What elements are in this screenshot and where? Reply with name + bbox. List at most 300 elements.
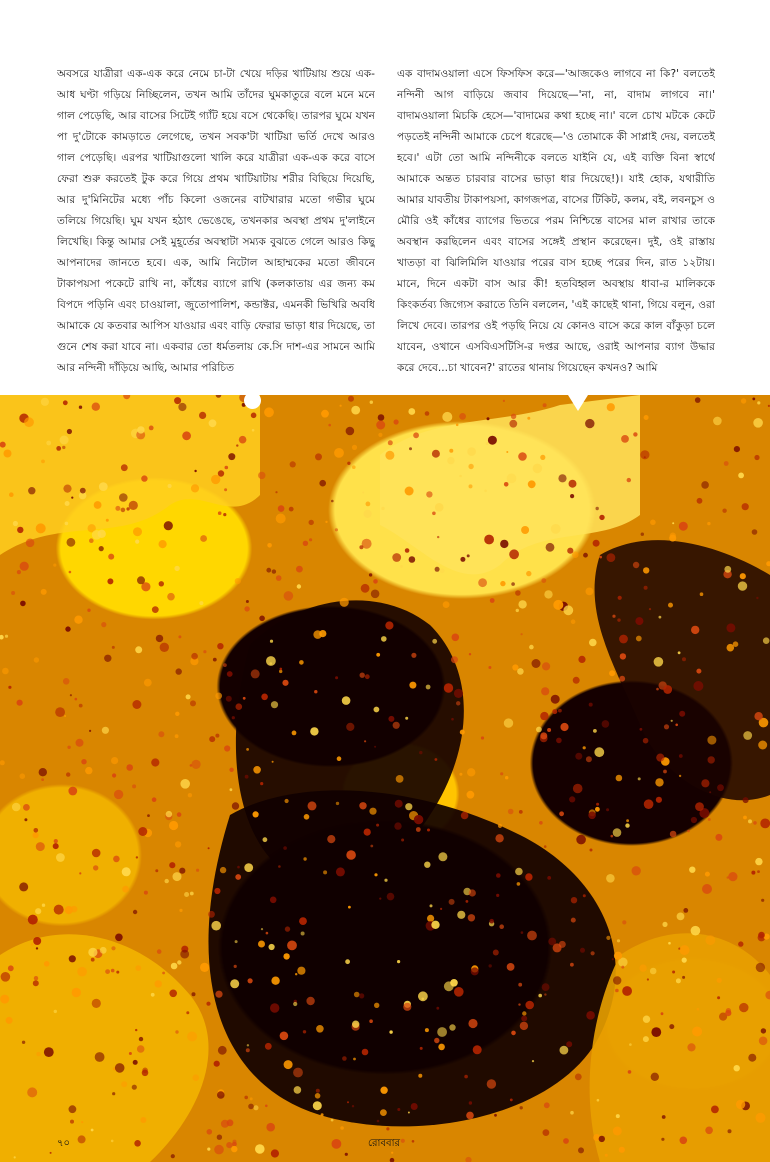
speckle xyxy=(102,727,109,734)
speckle xyxy=(411,653,416,658)
speckle xyxy=(572,551,579,558)
speckle xyxy=(364,510,372,518)
speckle xyxy=(248,978,253,983)
speckle xyxy=(228,453,235,460)
speckle xyxy=(489,919,494,924)
speckle xyxy=(142,1068,148,1074)
speckle xyxy=(538,994,542,998)
speckle xyxy=(650,968,657,975)
speckle xyxy=(724,566,731,573)
speckle xyxy=(583,894,586,897)
speckle xyxy=(728,1129,732,1133)
speckle xyxy=(516,609,519,612)
speckle xyxy=(295,973,297,975)
speckle xyxy=(258,1150,261,1153)
speckle xyxy=(164,521,173,530)
speckle xyxy=(36,842,45,851)
speckle xyxy=(126,507,129,510)
speckle xyxy=(380,1109,387,1116)
speckle xyxy=(590,849,593,852)
speckle xyxy=(695,802,704,811)
speckle xyxy=(388,716,394,722)
speckle xyxy=(493,950,499,956)
speckle xyxy=(378,414,385,421)
speckle xyxy=(246,600,249,603)
speckle xyxy=(670,831,677,838)
speckle xyxy=(105,969,110,974)
speckle xyxy=(586,588,594,596)
speckle xyxy=(213,658,217,662)
speckle xyxy=(159,540,167,548)
speckle xyxy=(235,578,241,584)
speckle xyxy=(544,993,546,995)
speckle xyxy=(232,802,239,809)
speckle xyxy=(544,590,552,598)
speckle xyxy=(425,411,430,416)
speckle xyxy=(75,698,78,701)
speckle xyxy=(133,527,142,536)
speckle xyxy=(606,874,615,883)
speckle xyxy=(287,941,297,951)
speckle xyxy=(194,470,196,472)
speckle xyxy=(299,660,304,665)
speckle xyxy=(593,540,600,547)
speckle xyxy=(149,426,154,431)
speckle xyxy=(353,1058,356,1061)
speckle xyxy=(115,506,120,511)
speckle xyxy=(129,1052,132,1055)
speckle xyxy=(2,668,9,675)
speckle xyxy=(559,811,564,816)
speckle xyxy=(528,480,536,488)
speckle xyxy=(449,1024,455,1030)
speckle xyxy=(152,606,159,613)
speckle xyxy=(507,963,515,971)
speckle xyxy=(679,754,683,758)
speckle xyxy=(437,1027,447,1037)
speckle xyxy=(122,886,129,893)
speckle xyxy=(466,900,469,903)
speckle xyxy=(498,824,502,828)
article-column-right: এক বাদামওয়ালা এসে ফিসফিস করে—'আজকেও লাগবে না কি?' বলতেই নন্দিনী আগ বাড়িয়ে জবাব দিয়েছে—'না, না, বাদাম লাগবে না।' বাদামওয়ালা মিচকি হেসে—'বাদামের কথা হচ্ছে না।' বলে চোখ মটকে কেটে পড়তেই নন্দিনী আমাকে চেপে ধরেছে—'ও তোমাকে কী সাপ্লাই দেয়, বলতেই হবে।' এটা তো আমি নন্দিনীকে বলতে যাইনি যে, এই ব্যক্তি বিনা স্বার্থে আমাকে অন্তত চারবার বাসের ভাড়া ধার দিয়েছে!)। যাই হোক, যথারীতি আমার যাবতীয় টাকাপয়সা, কাগজপত্র, বাসের টিকিট, কলম, বই, লবনচুস ও মৌরি ওই কাঁধের ব্যাগের ভিতরে পরম নিশ্চিন্তে বাসের মাল রাখার তাকে অবস্থান করছিলেন এবং বাসের সঙ্গেই প্রস্থান করেছেন। দুই, ওই রাস্তায় খাতড়া বা ঝিলিমিলি যাওয়ার পরের বাস হচ্ছে পরের দিন, রাত ১২টায়। মানে, দিনে একটা বাস আর কী! হতবিহ্বল অবস্থায় ধাবা-র মালিককে কিংকর্তব্য জিগ্যেস করাতে তিনি বললেন, 'এই কাছেই থানা, গিয়ে বলুন, ওরা লিখে দেবে। তারপর ওই পড়ছি নিয়ে যে কোনও বাসে করে কাল বাঁকুড়া চলে যাবেন, ওখানে এসবিএসটিসি-র দপ্তর আছে, ওরাই আপনার ব্যাগ উদ্ধার করে দেবে...চা খাবেন?' রাতের থানায় গিয়েছেন কখনও? আমি xyxy=(397,68,715,374)
speckle xyxy=(259,616,265,622)
speckle xyxy=(408,1112,410,1114)
speckle xyxy=(70,1120,74,1124)
speckle xyxy=(469,1101,472,1104)
speckle xyxy=(556,738,562,744)
speckle xyxy=(551,524,561,534)
speckle xyxy=(315,453,322,460)
speckle xyxy=(738,941,743,946)
speckle xyxy=(33,980,39,986)
speckle xyxy=(247,1044,249,1046)
speckle xyxy=(92,849,101,858)
speckle xyxy=(93,865,98,870)
speckle xyxy=(504,718,513,727)
speckle xyxy=(299,917,307,925)
speckle xyxy=(444,683,453,692)
speckle xyxy=(715,834,722,841)
speckle xyxy=(408,408,415,415)
speckle xyxy=(348,396,354,402)
speckle xyxy=(469,653,471,655)
speckle xyxy=(321,1113,324,1116)
speckle xyxy=(374,1003,379,1008)
speckle xyxy=(741,398,746,403)
speckle xyxy=(454,689,463,698)
speckle xyxy=(266,932,269,935)
speckle xyxy=(520,1106,523,1109)
speckle xyxy=(763,637,770,644)
speckle xyxy=(664,724,669,729)
speckle xyxy=(243,697,246,700)
decorative-dot xyxy=(244,392,261,409)
speckle xyxy=(589,703,593,707)
speckle xyxy=(365,674,370,679)
speckle xyxy=(24,417,34,427)
speckle xyxy=(36,1052,40,1056)
speckle xyxy=(17,527,23,533)
speckle xyxy=(9,492,14,497)
speckle xyxy=(757,401,760,404)
speckle xyxy=(271,701,278,708)
speckle xyxy=(267,543,272,548)
speckle xyxy=(460,730,465,735)
speckle xyxy=(541,687,549,695)
speckle xyxy=(394,419,399,424)
speckle xyxy=(133,1060,138,1065)
speckle xyxy=(663,770,667,774)
speckle xyxy=(766,561,770,566)
speckle xyxy=(401,1139,405,1143)
speckle xyxy=(88,948,97,957)
speckle xyxy=(376,653,380,657)
article-body xyxy=(57,64,715,386)
speckle xyxy=(508,809,514,815)
speckle xyxy=(547,876,551,880)
speckle xyxy=(506,451,508,453)
speckle xyxy=(233,1140,237,1144)
speckle xyxy=(596,803,599,806)
speckle xyxy=(208,911,215,918)
speckle xyxy=(696,669,701,674)
speckle xyxy=(175,1030,178,1033)
speckle xyxy=(612,615,615,618)
speckle xyxy=(499,924,504,929)
speckle xyxy=(218,470,224,476)
speckle xyxy=(621,435,629,443)
speckle xyxy=(345,959,350,964)
speckle xyxy=(585,419,594,428)
speckle xyxy=(643,1016,650,1023)
speckle xyxy=(656,754,664,762)
speckle xyxy=(422,998,425,1001)
speckle xyxy=(570,963,574,967)
speckle xyxy=(269,944,275,950)
speckle xyxy=(620,653,626,659)
speckle xyxy=(67,538,76,547)
speckle xyxy=(532,659,541,668)
speckle xyxy=(352,1105,354,1107)
speckle xyxy=(373,579,378,584)
speckle xyxy=(540,732,547,739)
speckle xyxy=(248,1104,254,1110)
speckle xyxy=(518,1003,520,1005)
speckle xyxy=(387,893,395,901)
speckle xyxy=(138,827,147,836)
speckle xyxy=(496,873,501,878)
speckle xyxy=(190,700,196,706)
speckle xyxy=(79,704,83,708)
speckle xyxy=(237,866,240,869)
speckle xyxy=(278,865,281,868)
speckle xyxy=(432,450,440,458)
speckle xyxy=(644,799,654,809)
speckle xyxy=(121,464,128,471)
speckle xyxy=(692,1027,702,1037)
speckle xyxy=(488,666,491,669)
speckle xyxy=(687,1043,695,1051)
speckle xyxy=(107,578,113,584)
speckle xyxy=(56,446,61,451)
speckle xyxy=(527,417,530,420)
speckle xyxy=(66,772,70,776)
abstract-illustration xyxy=(0,395,770,1162)
speckle xyxy=(304,814,310,820)
speckle xyxy=(69,955,76,962)
speckle xyxy=(92,530,102,540)
speckle xyxy=(409,682,416,689)
speckle xyxy=(114,790,123,799)
speckle xyxy=(275,491,277,493)
speckle xyxy=(396,775,404,783)
speckle xyxy=(748,1054,756,1062)
speckle xyxy=(176,668,182,674)
speckle xyxy=(668,942,671,945)
speckle xyxy=(316,1025,324,1033)
speckle xyxy=(282,680,288,686)
speckle xyxy=(34,657,39,662)
speckle xyxy=(169,821,178,830)
speckle xyxy=(182,431,191,440)
speckle xyxy=(682,976,685,979)
speckle xyxy=(619,676,625,682)
speckle xyxy=(235,874,241,880)
speckle xyxy=(254,1105,259,1110)
speckle xyxy=(381,507,384,510)
speckle xyxy=(449,899,455,905)
speckle xyxy=(140,1117,146,1123)
speckle xyxy=(76,739,84,747)
speckle xyxy=(390,1158,395,1162)
speckle xyxy=(28,487,35,494)
speckle xyxy=(265,1105,268,1108)
speckle xyxy=(397,960,400,963)
speckle xyxy=(602,720,610,728)
speckle xyxy=(632,866,641,875)
speckle xyxy=(393,722,400,729)
speckle xyxy=(260,782,263,785)
speckle xyxy=(186,1011,189,1014)
speckle xyxy=(28,915,38,925)
speckle xyxy=(224,488,227,491)
speckle xyxy=(496,894,499,897)
speckle xyxy=(560,1046,569,1055)
speckle xyxy=(313,1101,322,1110)
speckle xyxy=(139,1037,143,1041)
speckle xyxy=(60,436,69,445)
speckle xyxy=(438,852,447,861)
speckle xyxy=(250,1097,253,1100)
speckle xyxy=(701,779,709,787)
speckle xyxy=(104,655,111,662)
speckle xyxy=(443,601,450,608)
speckle xyxy=(736,1100,745,1109)
speckle xyxy=(734,1065,740,1071)
speckle xyxy=(717,996,720,999)
speckle xyxy=(656,797,662,803)
speckle xyxy=(500,581,505,586)
speckle xyxy=(276,575,282,581)
speckle xyxy=(196,869,199,872)
speckle xyxy=(160,643,169,652)
speckle xyxy=(112,773,116,777)
speckle xyxy=(490,598,495,603)
speckle xyxy=(236,703,243,710)
speckle xyxy=(580,948,585,953)
speckle xyxy=(33,832,39,838)
speckle xyxy=(633,562,639,568)
article-column-left: অবসরে যাত্রীরা এক-এক করে নেমে চা-টা খেয়ে দড়ির খাটিয়ায় শুয়ে এক-আধ ঘণ্টা গড়িয়ে নিচ্ছিলেন, তখন আমি তাঁদের ঘুমকাতুরে বলে মনে মনে গাল পেড়েছি, আর বাসের সিটেই গ্যাঁট হয়ে বসে থেকেছি। তারপর ঘুমে যখন পা দু'টোকে কামড়াতে লেগেছে, তখন সবক'টা খাটিয়া ভর্তি দেখে আরও গাল পেড়েছি। এরপর খাটিয়াগুলো খালি করে যাত্রীরা এক-এক করে বাসে ফেরা শুরু করতেই টুক করে গিয়ে প্রথম খাটিয়াটায় শরীর বিছিয়ে দিয়েছি, আর দু'মিনিটের মধ্যে পাঁচ কিলো ওজনের বাটখারার মতো গভীর ঘুমে তলিয়ে গিয়েছি। ঘুম যখন হঠাৎ ভেঙেছে, তখনকার অবস্থা প্রথম দু'লাইনে লিখেছি। কিন্তু আমার সেই মুহূর্তের অবস্থাটা সম্যক বুঝতে গেলে আরও কিছু আপনাদের জানতে হবে। এক, আমি নিটোল আহাম্মকের মতো জীবনে টাকাপয়সা পকেটে রাখি না, কাঁধের ব্যাগে রাখি (কলকাতায় এর জন্য কম বিপদে পড়িনি এবং চাওয়ালা, জুতোপালিশ, কন্ডাক্টর, এমনকী ভিখিরি অবধি আমাকে যে কতবার আপিস যাওয়ার এবং বাড়ি ফেরার ভাড়া ধার দিয়েছে, তা গুনে শেষ করা যাবে না। একবার তো ধর্মতলায় কে.সি দাশ-এর সামনে আমি আর নন্দিনী দাঁড়িয়ে আছি, আমার পরিচিত xyxy=(57,68,375,374)
speckle xyxy=(53,564,56,567)
speckle xyxy=(578,1147,584,1153)
speckle xyxy=(199,412,206,419)
speckle xyxy=(486,442,489,445)
speckle xyxy=(99,546,104,551)
speckle xyxy=(757,870,760,873)
speckle xyxy=(226,1142,232,1148)
speckle xyxy=(137,426,144,433)
speckle xyxy=(392,553,401,562)
speckle xyxy=(509,549,519,559)
speckle xyxy=(753,821,757,825)
speckle xyxy=(679,711,685,717)
speckle xyxy=(447,457,454,464)
speckle xyxy=(209,736,215,742)
speckle xyxy=(207,1148,210,1151)
speckle xyxy=(521,633,523,635)
speckle xyxy=(419,751,422,754)
speckle xyxy=(280,668,283,671)
speckle xyxy=(519,810,523,814)
speckle xyxy=(586,756,592,762)
speckle xyxy=(438,1044,445,1051)
speckle xyxy=(34,828,39,833)
speckle xyxy=(258,472,265,479)
speckle xyxy=(332,1139,342,1149)
speckle xyxy=(583,553,588,558)
page-number: ৭০ xyxy=(57,1138,71,1149)
speckle xyxy=(229,768,233,772)
speckle xyxy=(529,645,534,650)
speckle xyxy=(594,747,604,757)
speckle xyxy=(461,812,469,820)
speckle xyxy=(495,834,503,842)
speckle xyxy=(134,1140,141,1147)
speckle xyxy=(668,603,673,608)
speckle xyxy=(662,922,667,927)
speckle xyxy=(180,950,189,959)
speckle xyxy=(223,663,227,667)
speckle xyxy=(471,967,479,975)
speckle xyxy=(41,589,47,595)
speckle xyxy=(659,616,662,619)
speckle xyxy=(539,821,543,825)
speckle xyxy=(640,450,649,459)
speckle xyxy=(214,1061,220,1067)
speckle xyxy=(643,567,649,573)
speckle xyxy=(190,892,194,896)
speckle xyxy=(717,784,724,791)
speckle xyxy=(709,791,711,793)
speckle xyxy=(20,562,29,571)
speckle xyxy=(81,759,86,764)
speckle xyxy=(340,598,349,607)
speckle xyxy=(137,576,145,584)
speckle xyxy=(135,965,141,971)
speckle xyxy=(547,728,551,732)
speckle xyxy=(378,433,382,437)
speckle xyxy=(371,590,380,599)
speckle xyxy=(467,791,475,799)
speckle xyxy=(63,678,70,685)
speckle xyxy=(662,1115,666,1119)
speckle xyxy=(739,1003,748,1012)
speckle xyxy=(691,626,699,634)
speckle xyxy=(521,1016,527,1022)
speckle xyxy=(553,600,563,610)
speckle xyxy=(292,731,297,736)
speckle xyxy=(177,812,182,817)
speckle xyxy=(53,843,59,849)
speckle xyxy=(713,417,722,426)
speckle xyxy=(743,816,747,820)
speckle xyxy=(167,593,175,601)
speckle xyxy=(111,1140,114,1143)
speckle xyxy=(106,519,109,522)
speckle xyxy=(725,1010,731,1016)
speckle xyxy=(132,700,141,709)
speckle xyxy=(563,1138,569,1144)
speckle xyxy=(418,1074,422,1078)
speckle xyxy=(335,676,338,679)
speckle xyxy=(266,656,276,666)
speckle xyxy=(252,429,255,432)
speckle xyxy=(606,808,609,811)
speckle xyxy=(370,401,373,404)
speckle xyxy=(188,793,192,797)
speckle xyxy=(435,758,438,761)
speckle xyxy=(364,829,371,836)
speckle xyxy=(675,724,678,727)
speckle xyxy=(65,906,73,914)
speckle xyxy=(186,694,191,699)
speckle xyxy=(297,967,305,975)
speckle xyxy=(546,543,555,552)
speckle xyxy=(551,695,560,704)
speckle xyxy=(405,487,414,496)
speckle xyxy=(283,846,287,850)
